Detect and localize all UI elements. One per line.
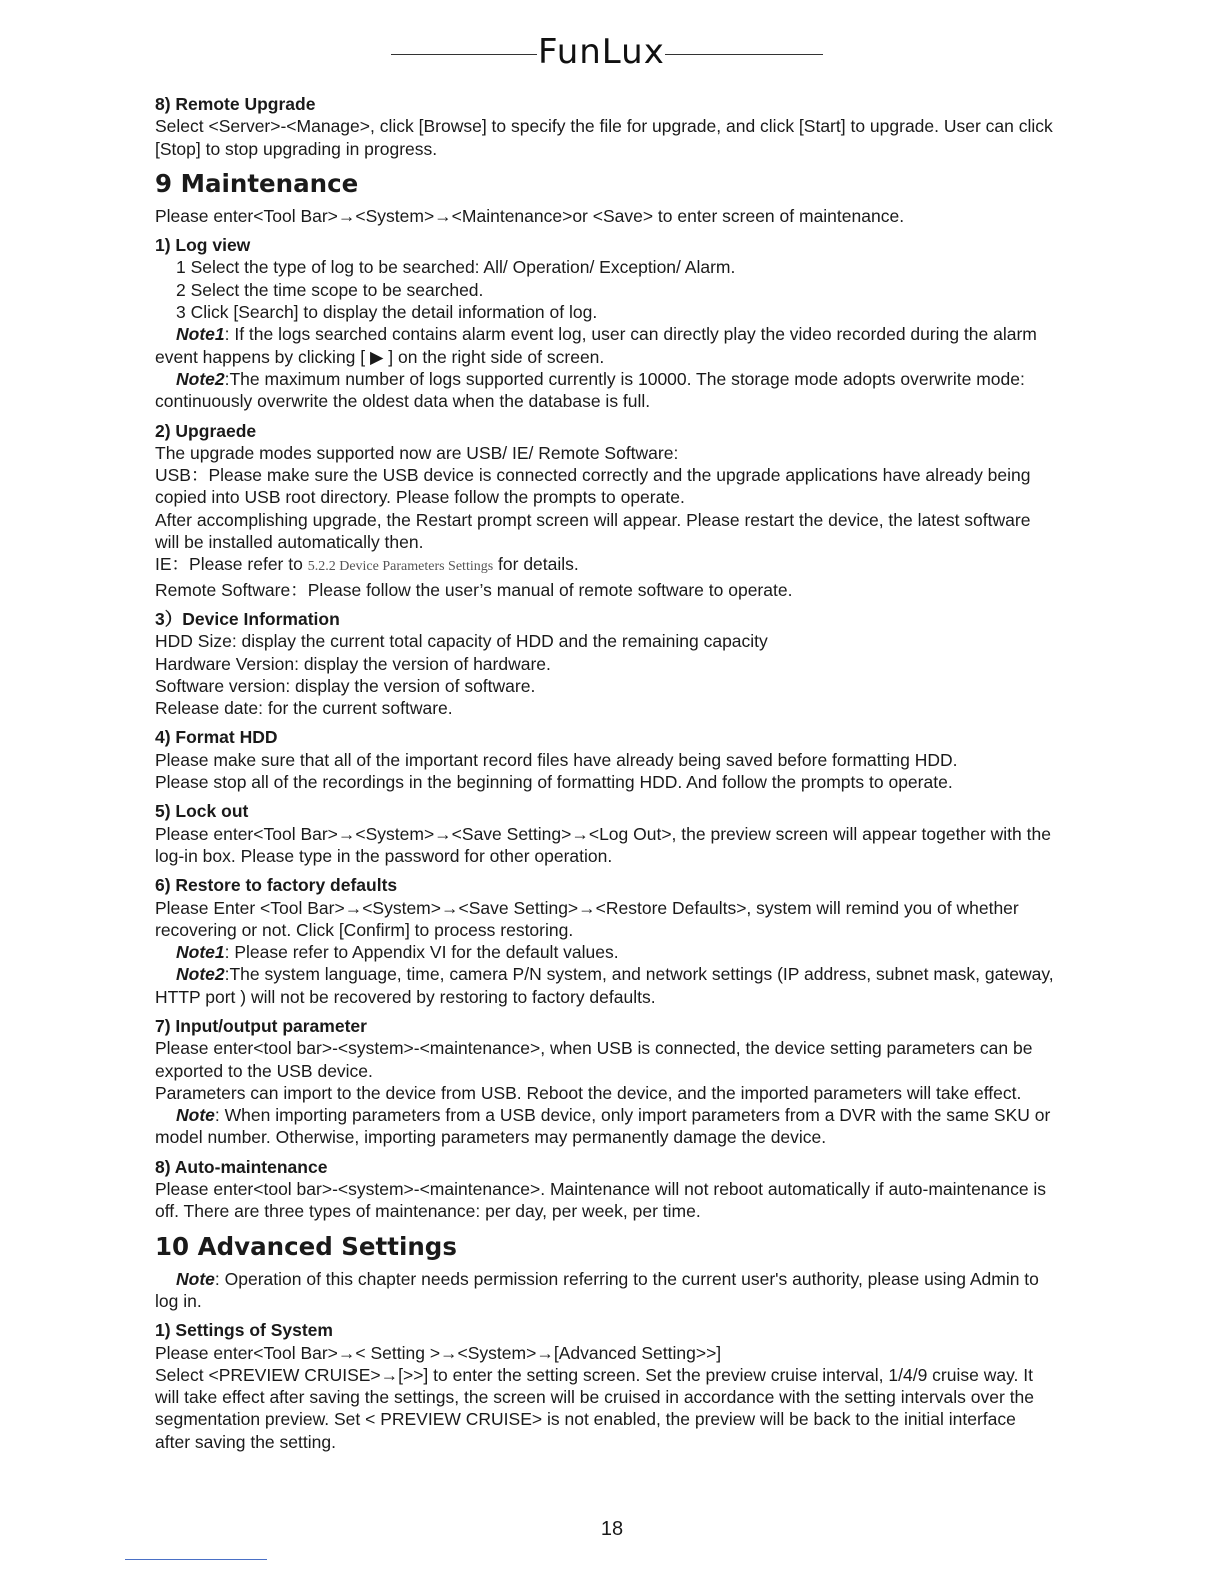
remote-upgrade-body: Select <Server>-<Manage>, click [Browse] to specify the file for upgrade, and click [Start] to upgrade. User can click [Stop] to stop upgrading in progress. [155, 116, 1053, 159]
page-number: 18 [600, 1518, 624, 1540]
settings-of-system-line-2: Select <PREVIEW CRUISE>→[>>] to enter the setting screen. Set the preview cruise interval, 1/4/9 cruise way. It will take effect after saving the settings, the screen will be cruised in accordance with the setting intervals over the segmentation preview. Set < PREVIEW CRUISE> is not enabled, the preview will be back to the initial interface after saving the setting. [155, 1364, 1035, 1452]
upgrade-line-3: After accomplishing upgrade, the Restart prompt screen will appear. Please restart the device, the latest software will be installed automatically then. [155, 509, 1031, 553]
header-rule-left [391, 54, 537, 55]
ie-cross-reference: 5.2.2 Device Parameters Settings [307, 559, 494, 575]
brand-logo: FunLux [538, 32, 665, 72]
restore-note-2 [155, 963, 1055, 1008]
note-label: Note2 [176, 964, 225, 985]
log-view-note-2 [155, 368, 1055, 413]
io-param-line-2: Parameters can import to the device from USB. Reboot the device, and the imported parameters will take effect. [155, 1082, 1022, 1103]
note-label: Note [176, 1268, 215, 1289]
note-text: : Operation of this chapter needs permission referring to the current user's authority, please using Admin to log in. [155, 1268, 1039, 1311]
section-title-remote-upgrade: 8) Remote Upgrade [155, 94, 316, 114]
lock-out-body: Please enter<Tool Bar>→<System>→<Save Setting>→<Log Out>, the preview screen will appear together with the log-in box. Please type in the password for other operation. [155, 823, 1051, 866]
log-view-step-2: 2 Select the time scope to be searched. [176, 279, 484, 300]
section-title-restore-defaults: 6) Restore to factory defaults [155, 875, 398, 896]
upgrade-line-remote: Remote Software：Please follow the user’s manual of remote software to operate. [155, 579, 793, 600]
header-rule-right [665, 54, 823, 55]
note-label: Note2 [176, 368, 225, 389]
section-title-format-hdd: 4) Format HDD [155, 727, 278, 748]
note-text: : If the logs searched contains alarm event log, user can directly play the video recorded during the alarm event happens by clicking [ ▶ ] on the right side of screen. [155, 324, 1037, 367]
chapter-heading-advanced-settings: 10 Advanced Settings [155, 1231, 457, 1261]
log-view-step-1: 1 Select the type of log to be searched: All/ Operation/ Exception/ Alarm. [176, 257, 736, 278]
note-text: : When importing parameters from a USB device, only import parameters from a DVR with the same SKU or model number. Otherwise, importing parameters may permanently damage the device. [155, 1105, 1051, 1148]
note-text: :The maximum number of logs supported currently is 10000. The storage mode adopts overwrite mode: continuously overwrite the oldest data when the database is full. [155, 368, 1025, 412]
upgrade-line-2: USB：Please make sure the USB device is connected correctly and the upgrade applications have already being copied into USB root directory. Please follow the prompts to operate. [155, 465, 1031, 508]
device-info-line-4: Release date: for the current software. [155, 698, 453, 719]
device-info-line-3: Software version: display the version of software. [155, 675, 536, 696]
note-text: : Please refer to Appendix VI for the default values. [224, 942, 619, 963]
settings-of-system-line-1: Please enter<Tool Bar>→< Setting >→<System>→[Advanced Setting>>] [155, 1342, 722, 1363]
log-view-note-1 [155, 323, 1055, 368]
advanced-note [155, 1268, 1055, 1313]
section-title-upgrade: 2) Upgraede [155, 420, 257, 441]
device-info-line-2: Hardware Version: display the version of hardware. [155, 653, 551, 674]
note-label: Note1 [176, 324, 225, 345]
note-text: :The system language, time, camera P/N system, and network settings (IP address, subnet mask, gateway, HTTP port ) will not be recovered by restoring to factory defaults. [155, 964, 1054, 1007]
chapter-heading-maintenance: 9 Maintenance [155, 168, 359, 198]
ie-prefix: IE：Please refer to [155, 554, 308, 575]
section-title-io-parameter: 7) Input/output parameter [155, 1015, 367, 1036]
format-hdd-line-1: Please make sure that all of the important record files have already being saved before formatting HDD. [155, 749, 958, 770]
upgrade-line-1: The upgrade modes supported now are USB/ IE/ Remote Software: [155, 442, 679, 463]
page-header [0, 30, 1224, 74]
restore-body: Please Enter <Tool Bar>→<System>→<Save Setting>→<Restore Defaults>, system will remind you of whether recovering or not. Click [Confirm] to process restoring. [155, 897, 1019, 940]
note-label: Note1 [176, 942, 225, 963]
log-view-step-3: 3 Click [Search] to display the detail information of log. [176, 302, 598, 323]
section-title-device-information: 3）Device Information [155, 608, 340, 629]
io-param-line-1: Please enter<tool bar>-<system>-<maintenance>, when USB is connected, the device setting parameters can be exported to the USB device. [155, 1038, 1033, 1081]
section-title-settings-of-system: 1) Settings of System [155, 1320, 333, 1341]
auto-maintenance-body: Please enter<tool bar>-<system>-<maintenance>. Maintenance will not reboot automatically if auto-maintenance is off. There are three types of maintenance: per day, per week, per time. [155, 1179, 1047, 1222]
format-hdd-line-2: Please stop all of the recordings in the beginning of formatting HDD. And follow the prompts to operate. [155, 772, 953, 793]
section-title-auto-maintenance: 8) Auto-maintenance [155, 1156, 328, 1177]
section-title-log-view: 1) Log view [155, 235, 251, 256]
restore-note-1 [155, 941, 1055, 963]
upgrade-line-ie [155, 553, 1055, 578]
note-label: Note [176, 1105, 215, 1126]
footer-rule [125, 1559, 267, 1560]
io-param-note [155, 1104, 1055, 1149]
page-content [155, 86, 1055, 1453]
ie-suffix: for details. [493, 554, 579, 575]
section-title-lock-out: 5) Lock out [155, 801, 249, 822]
maintenance-intro: Please enter<Tool Bar>→<System>→<Maintenance>or <Save> to enter screen of maintenance. [155, 205, 905, 226]
device-info-line-1: HDD Size: display the current total capacity of HDD and the remaining capacity [155, 631, 768, 652]
